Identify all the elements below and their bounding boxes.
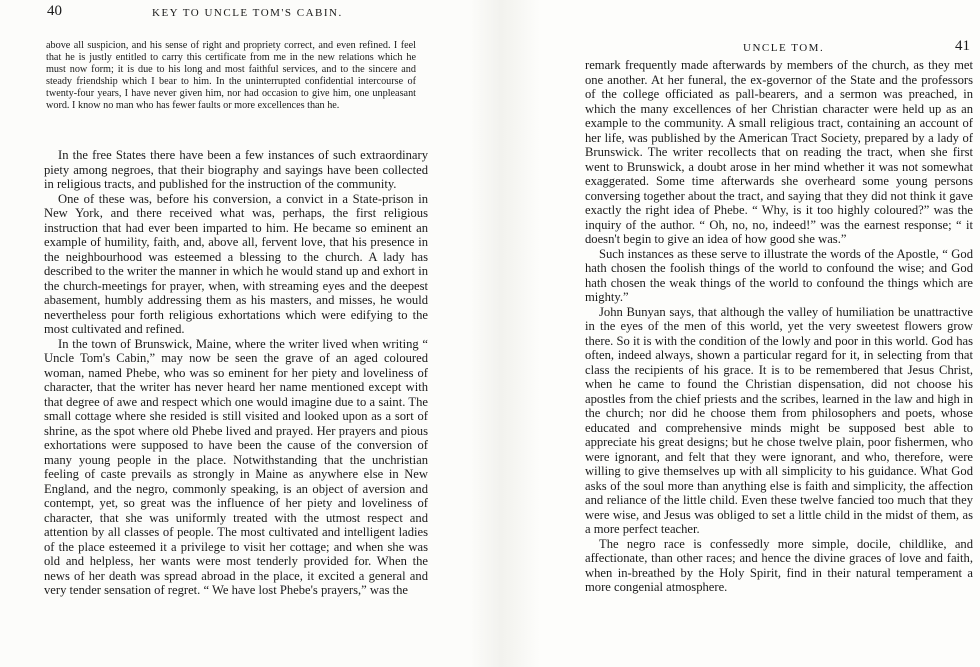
book-gutter [470,0,540,667]
paragraph-continuation: remark frequently made afterwards by members of the church, as they met one another. At her funeral, the ex-governor of the State and the professors of the college officiated as pall-bearers, and a sermon was preached, in which the many excellences of her Christian character were held up as an example to the community. A small religious tract, containing an account of her life, was published by the American Tract Society, prepared by a lady of Brunswick. The writer recollects that on reading the tract, when she first went to Brunswick, a doubt arose in her mind whether it was not somewhat exaggerated. Some time afterwards she overheard some young persons conversing together about the tract, and saying that they did not think it gave exactly the right idea of Phebe. “ Why, is it too highly coloured?” was the inquiry of the author. “ Oh, no, no, indeed!” was the earnest response; “ it doesn't begin to give an idea of how good she was.” [585,58,973,246]
right-page-number: 41 [955,38,970,54]
left-body-text [44,148,428,598]
letter-excerpt [46,40,416,113]
paragraph-negro-race: The negro race is confessedly more simple, docile, childlike, and affectionate, than other races; and hence the divine graces of love and faith, when in-breathed by the Holy Spirit, find in their natural temperament a more congenial atmosphere. [585,536,973,594]
paragraph-convict: One of these was, before his conversion, a convict in a State-prison in New York, and there received what was, perhaps, the first religious instruction that had ever been imparted to him. He became so eminent an example of humility, faith, and, above all, fervent love, that his presence in the neighbourhood was esteemed a blessing to the church. A lady has described to the writer the manner in which he would stand up and exhort in the church-meetings for prayer, when, with streaming eyes and the deepest abasement, humbly addressing them as his masters, and misses, he would nevertheless pour forth religious exhortations which were edifying to the most cultivated and refined. [44,191,429,336]
left-page-number: 40 [47,3,62,19]
right-running-head: UNCLE TOM. [743,42,825,54]
right-body-text [585,58,973,595]
letter-paragraph: above all suspicion, and his sense of right and propriety correct, and even refined. I feel that he is justly entitled to carry this certificate from me in the new relations which he must now form; it is due to his long and most faithful services, and to the sincere and steady friendship which I bear to him. In the uninterrupted confidential intercourse of twenty-four years, I have never given him, nor had occasion to give him, one unpleasant word. I know no man who has fewer faults or more excellences than he. [46,40,416,112]
paragraph-free-states: In the free States there have been a few instances of such extraordinary piety among negroes, that their biography and sayings have been collected in religious tracts, and published for the instruction of the community. [44,148,428,191]
paragraph-bunyan: John Bunyan says, that although the valley of humiliation be unattractive in the eyes of the men of this world, yet the very sweetest flowers grow there. So it is with the condition of the lowly and poor in this world. God has often, indeed always, shown a particular regard for it, in selecting from that class the recipients of his grace. It is to be remembered that Jesus Christ, when he came to found the Christian dispensation, did not choose his apostles from the chief priests and the scribes, learned in the law and high in the church; nor did he choose them from philosophers and poets, whose educated and comprehensive minds might be supposed best able to appreciate his great designs; but he chose twelve plain, poor fishermen, who were ignorant, and felt that they were ignorant, and who, therefore, were willing to give themselves up with all simplicity to his guidance. What God asks of the soul more than anything else is faith and simplicity, the affection and reliance of the little child. Even these twelve fancied too much that they were wise, and Jesus was obliged to set a little child in the midst of them, as a more perfect teacher. [585,304,973,536]
left-page [0,0,470,667]
left-running-head: KEY TO UNCLE TOM'S CABIN. [152,7,343,19]
paragraph-apostle: Such instances as these serve to illustrate the words of the Apostle, “ God hath chosen the foolish things of the world to confound the wise; and God hath chosen the weak things of the world to confound the things which are mighty.” [585,246,973,304]
paragraph-phebe: In the town of Brunswick, Maine, where the writer lived when writing “ Uncle Tom's Cabin,” may now be seen the grave of an aged coloured woman, named Phebe, who was so eminent for her piety and loveliness of character, that the writer has never heard her name mentioned except with that degree of awe and respect which one would imagine due to a saint. The small cottage where she resided is still visited and looked upon as a sort of shrine, as the spot where old Phebe lived and prayed. Her prayers and pious exhortations were supposed to have been the cause of the conversion of many young people in the place. Notwithstanding that the unchristian feeling of caste prevails as strongly in Maine as anywhere else in New England, and the negro, commonly speaking, is an object of aversion and contempt, yet, so great was the influence of her piety and loveliness of character, that she was uniformly treated with the utmost respect and attention by all classes of people. The most cultivated and intelligent ladies of the place esteemed it a privilege to visit her cottage; and when she was old and helpless, her wants were most tenderly provided for. When the news of her death was spread abroad in the place, it excited a general and very tender sensation of regret. “ We have lost Phebe's prayers,” was the [44,336,428,597]
